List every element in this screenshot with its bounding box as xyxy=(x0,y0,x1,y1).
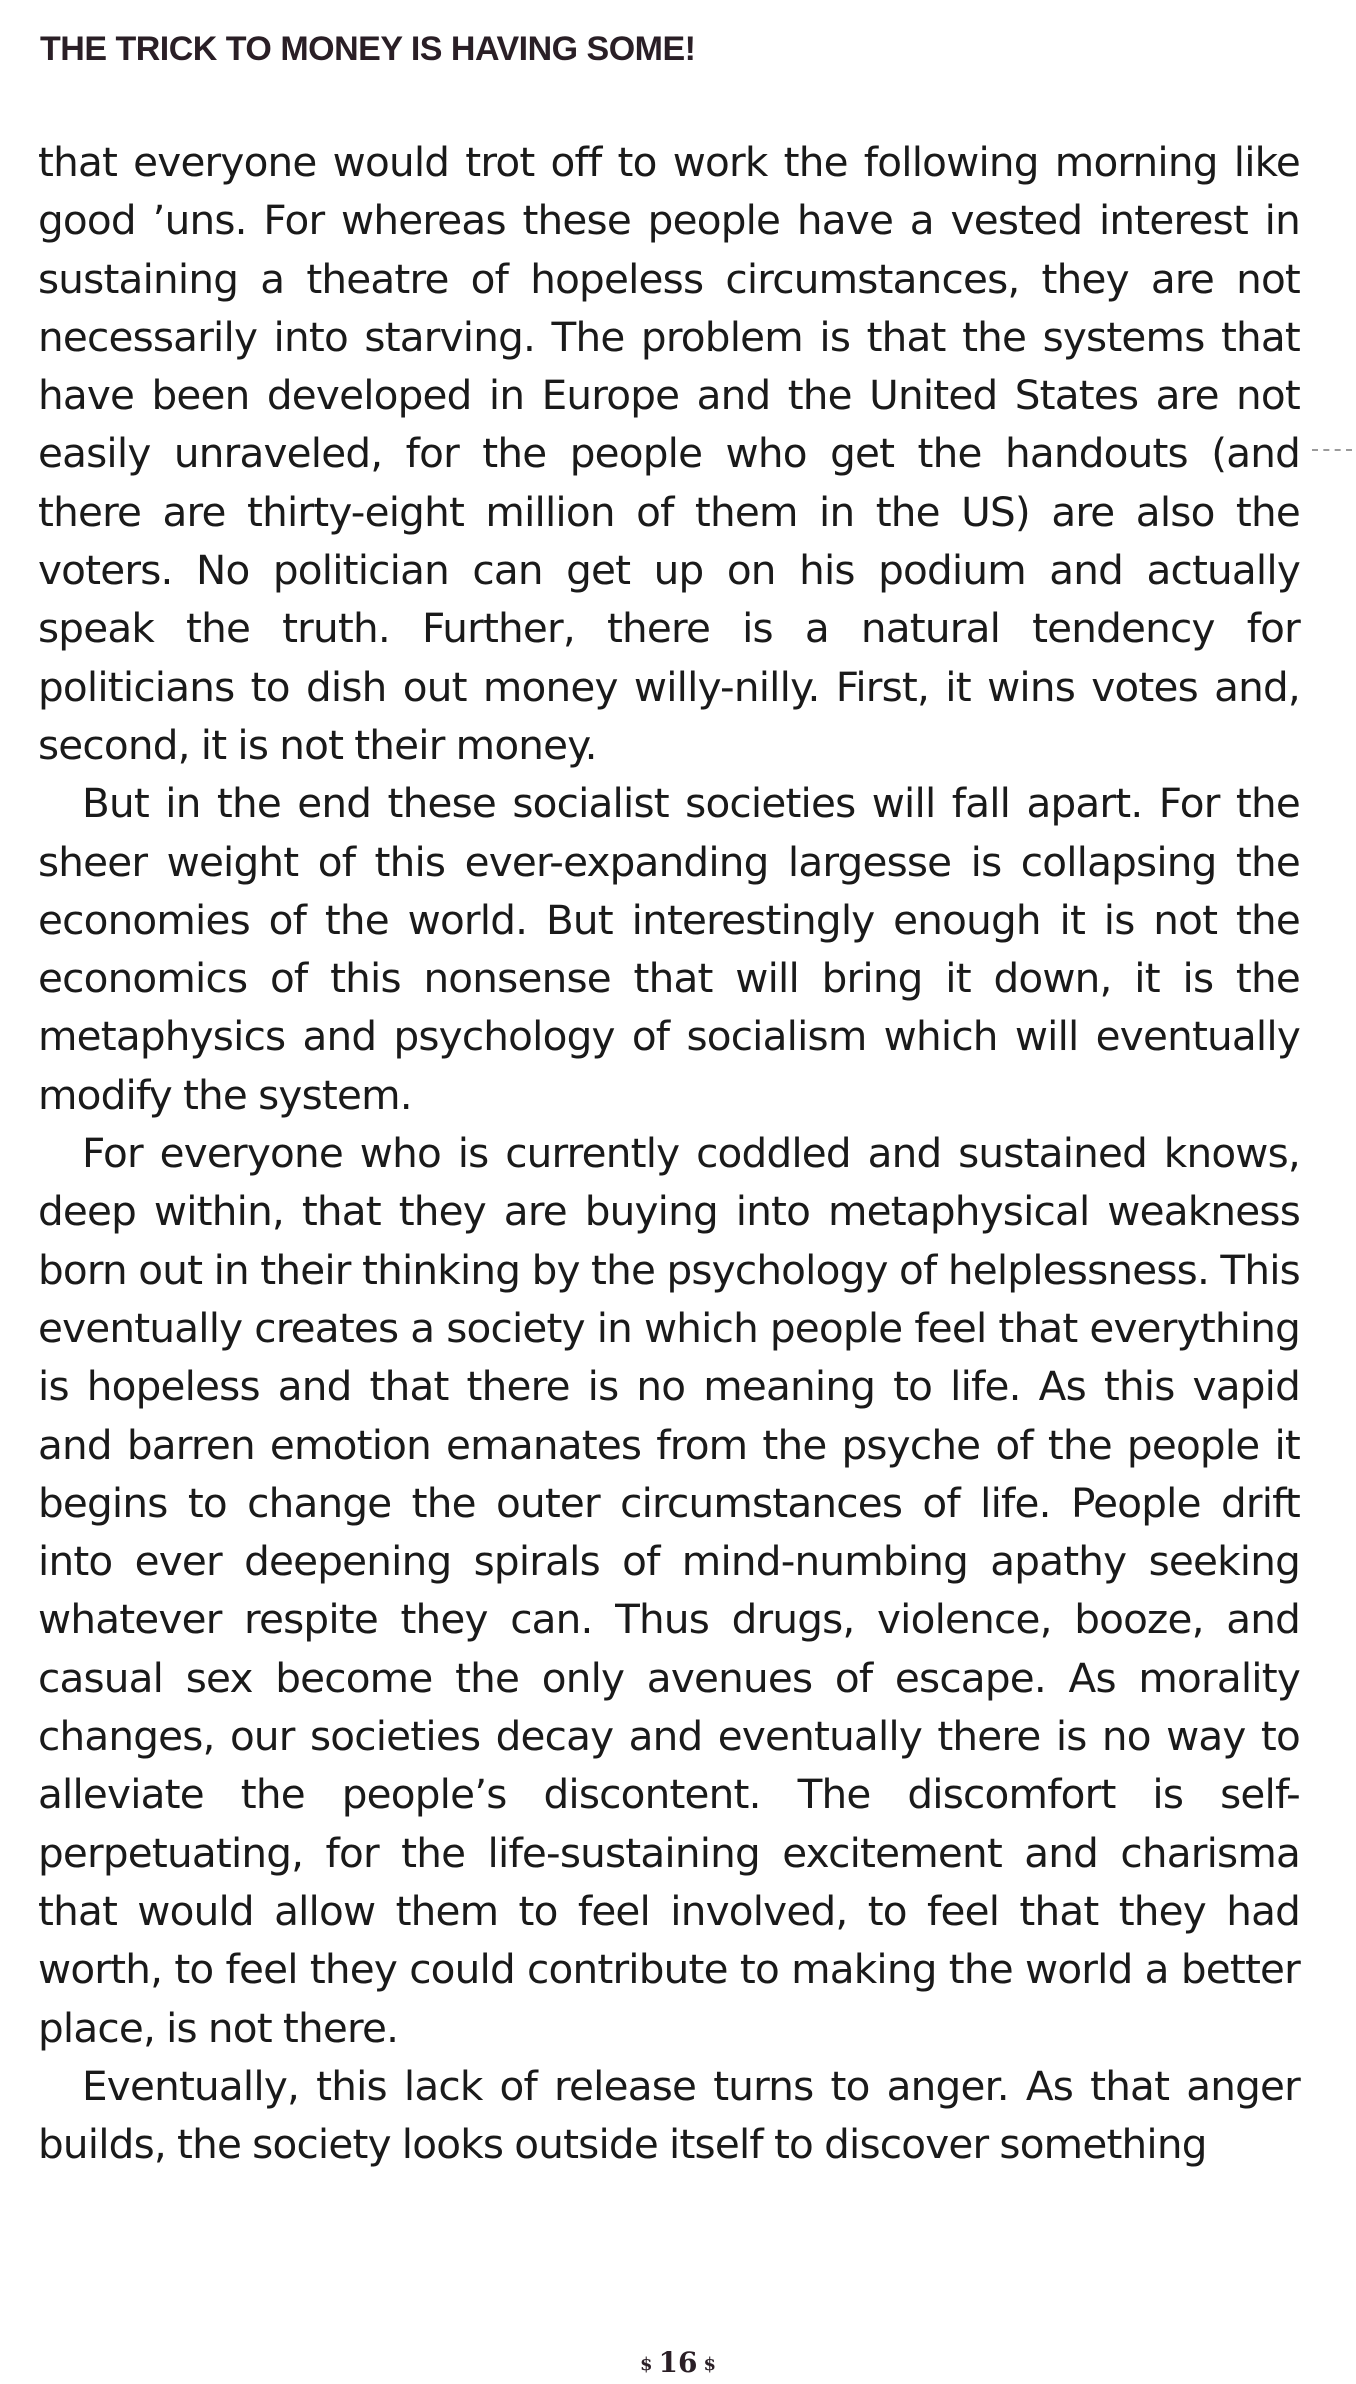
body-text xyxy=(38,133,1300,2173)
margin-scan-mark xyxy=(1312,449,1352,451)
paragraph: But in the end these socialist societies will fall apart. For the sheer weight of this ever-expanding largesse is collapsing the economies of the world. But interestingly enough it is not the economics of this nonsense that will bring it down, it is the metaphysics and psychology of socialism which will eventually modify the system. xyxy=(38,779,1300,1119)
paragraph: that everyone would trot off to work the following morning like good ’uns. For whereas these people have a vested interest in sustaining a theatre of hopeless circumstances, they are not necessarily into starving. The problem is that the systems that have been developed in Europe and the United States are not easily unraveled, for the people who get the handouts (and there are thirty-eight million of them in the US) are also the voters. No politician can get up on his podium and actually speak the truth. Further, there is a natural tendency for politicians to dish out money willy-nilly. First, it wins votes and, second, it is not their money. xyxy=(38,138,1300,769)
folio-ornament-left: $ xyxy=(639,2354,653,2375)
page-number: 16 xyxy=(658,2346,698,2379)
paragraph: For everyone who is currently coddled and sustained knows, deep within, that they are buying into metaphysical weakness born out in their thinking by the psychology of helplessness. This eventually creates a society in which people feel that everything is hopeless and that there is no meaning to life. As this vapid and barren emotion emanates from the psyche of the people it begins to change the outer circumstances of life. People drift into ever deepening spirals of mind-numbing apathy seeking whatever respite they can. Thus drugs, violence, booze, and casual sex become the only avenues of escape. As morality changes, our societies decay and eventually there is no way to alleviate the people’s discontent. The discomfort is self-perpetuating, for the life-sustaining excitement and charisma that would allow them to feel involved, to feel that they had worth, to feel they could contribute to making the world a better place, is not there. xyxy=(38,1129,1300,2052)
page-folio xyxy=(0,2346,1356,2379)
folio-ornament-right: $ xyxy=(703,2354,717,2375)
running-head: THE TRICK TO MONEY IS HAVING SOME! xyxy=(40,30,696,68)
paragraph: Eventually, this lack of release turns to anger. As that anger builds, the society looks outside itself to discover something xyxy=(38,2061,1300,2169)
